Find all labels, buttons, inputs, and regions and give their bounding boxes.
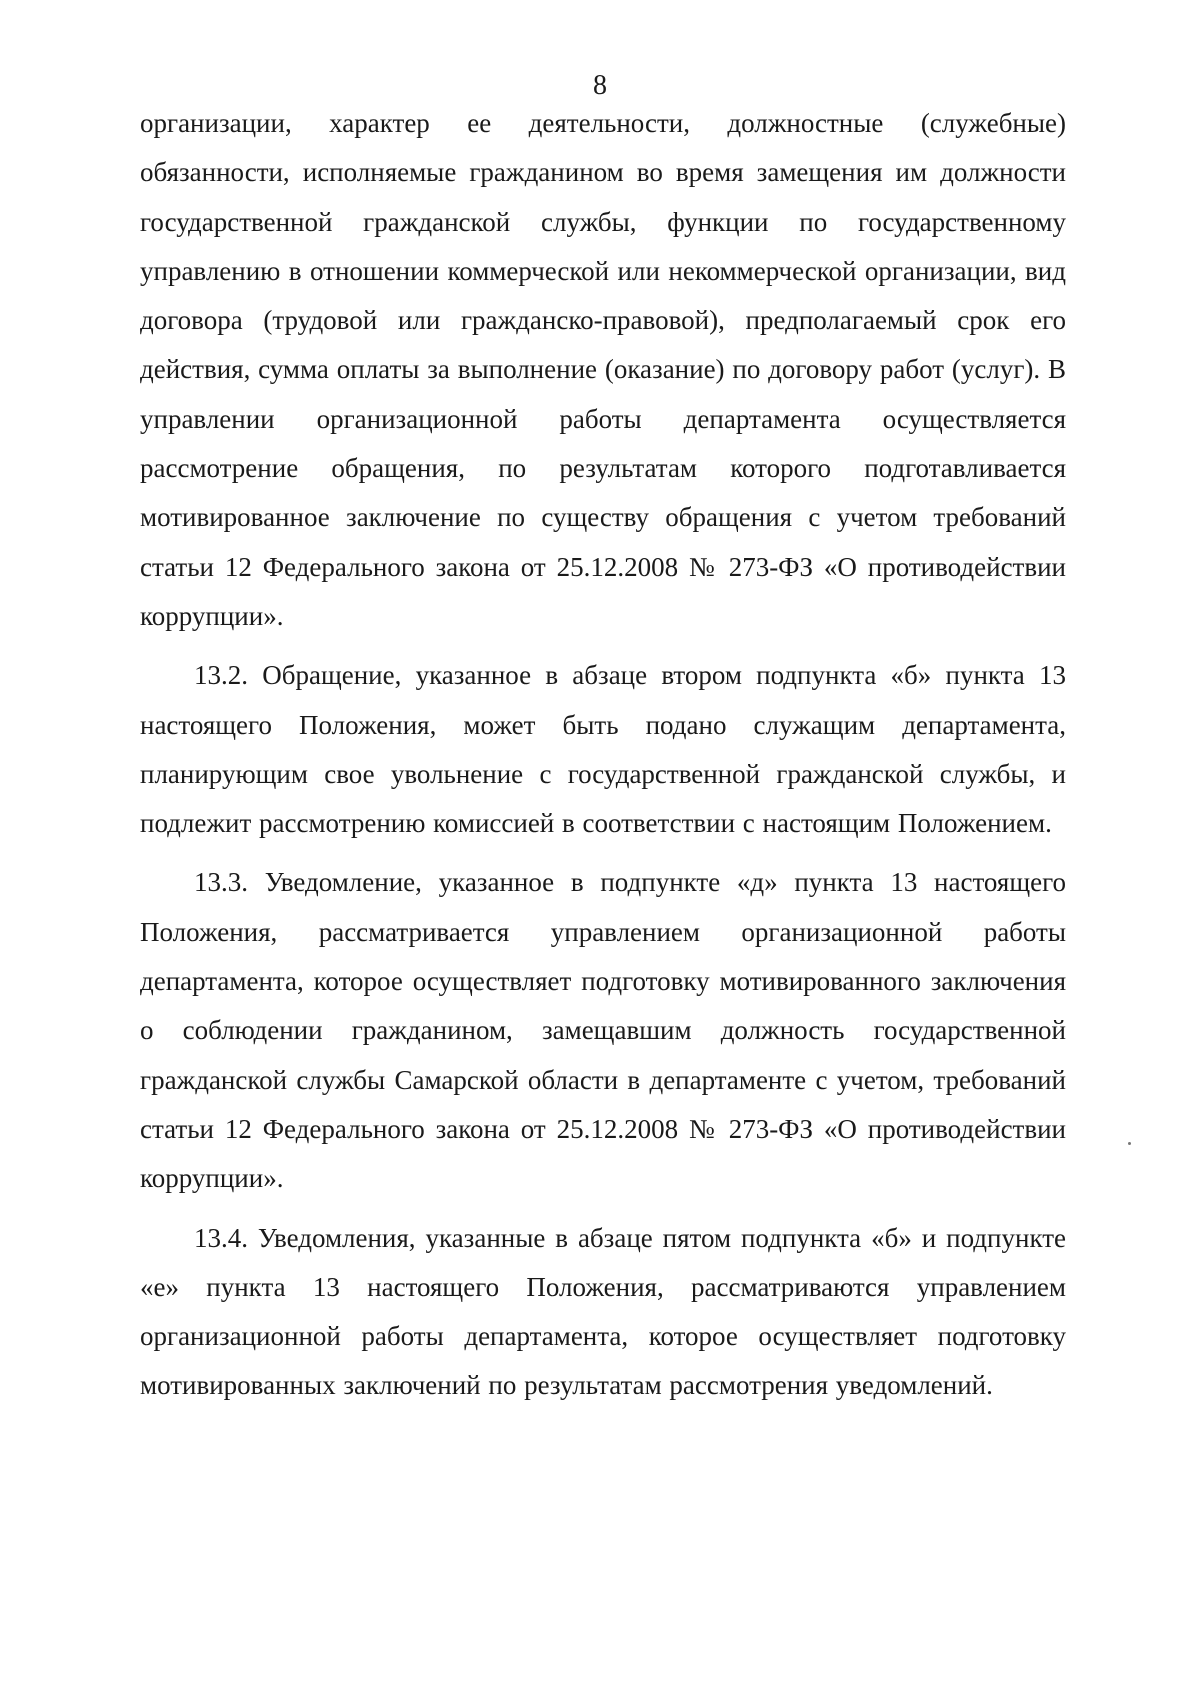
page-number: 8	[593, 70, 607, 101]
paragraph-13-4: 13.4. Уведомления, указанные в абзаце пятом подпункта «б» и подпункте «е» пункта 13 настоящего Положения, рассматриваются управлением организационной работы департамента, которое осуществляет подготовку мотивированных заключений по результатам рассмотрения уведомлений.	[140, 1222, 1066, 1401]
paragraph-13-3: 13.3. Уведомление, указанное в подпункте «д» пункта 13 настоящего Положения, рассматривается управлением организационной работы департамента, которое осуществляет подготовку мотивированного заключения о соблюдении гражданином, замещавшим должность государственной гражданской службы Самарской области в департаменте с учетом, требований статьи 12 Федерального закона от 25.12.2008 № 273-ФЗ «О противодействии коррупции».	[140, 867, 1066, 1194]
paragraph-continuation: организации, характер ее деятельности, должностные (служебные) обязанности, исполняемые гражданином во время замещения им должности государственной гражданской службы, функции по государственному управлению в отношении коммерческой или некоммерческой организации, вид договора (трудовой или гражданско-правовой), предполагаемый срок его действия, сумма оплаты за выполнение (оказание) по договору работ (услуг). В управлении организационной работы департамента осуществляется рассмотрение обращения, по результатам которого подготавливается мотивированное заключение по существу обращения с учетом требований статьи 12 Федерального закона от 25.12.2008 № 273-ФЗ «О противодействии коррупции».	[140, 108, 1066, 631]
paragraph-13-2: 13.2. Обращение, указанное в абзаце втором подпункта «б» пункта 13 настоящего Положения, может быть подано служащим департамента, планирующим свое увольнение с государственной гражданской службы, и подлежит рассмотрению комиссией в соответствии с настоящим Положением.	[140, 660, 1066, 839]
scan-speck	[1128, 1142, 1131, 1145]
document-body	[140, 99, 1066, 1411]
